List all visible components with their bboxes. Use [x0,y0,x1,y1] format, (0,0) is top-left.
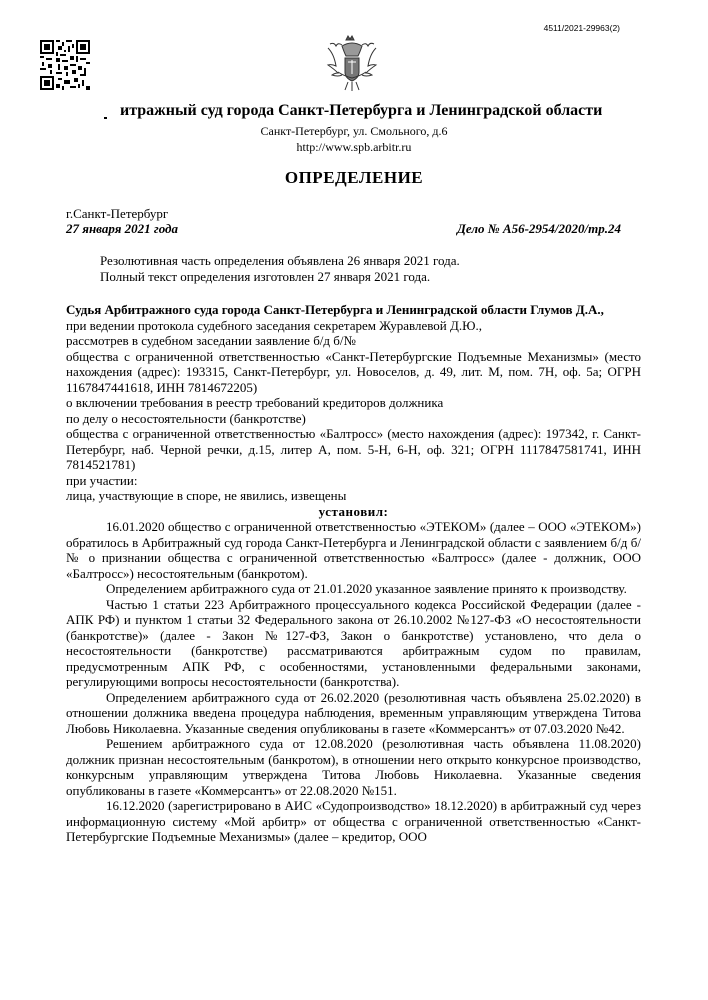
qr-code-icon [40,40,90,90]
court-website: http://www.spb.arbitr.ru [296,140,412,154]
intro-line: при ведении протокола судебного заседания секретарем Журавлевой Д.Ю., [66,317,482,333]
coat-of-arms-icon [324,34,380,94]
document-title: ОПРЕДЕЛЕНИЕ [284,168,424,187]
document-date: 27 января 2021 года [66,221,178,236]
intro-line: по делу о несостоятельности (банкротстве) [66,410,306,426]
intro-line: при участии: [66,472,138,488]
paragraph: 16.12.2020 (зарегистрировано в АИС «Судопроизводство» 18.12.2020) в арбитражный суд через информационную систему «Мой арбитр» от общества с ограниченной ответственностью «Санкт-Петербургские Подъемные Механизмы» (далее – кредитор, ООО [66,798,641,844]
paragraph: Определением арбитражного суда от 26.02.2020 (резолютивная часть объявлена 25.02.2020) в отношении должника введена процедура наблюдения, временным управляющим утверждена Титова Любовь Николаевна. Указанные сведения опубликованы в газете «Коммерсантъ» от 07.03.2020 №42. [66,689,641,736]
established-heading: установил: [318,503,389,519]
intro-line: лица, участвующие в споре, не явились, извещены [66,488,347,503]
judge-line: Судья Арбитражного суда города Санкт-Петербурга и Ленинградской области Глумов Д.А., [66,302,604,317]
intro-line: общества с ограниченной ответственностью «Санкт-Петербургские Подъемные Механизмы» (место нахождения (адрес): 193315, Санкт-Петербург, ул. Новоселов, д. 49, лит. М, пом. 7Н, оф. 5а; ОГРН 1167847441618, ИНН 7814672205) [66,348,641,395]
resolution-announced: Резолютивная часть определения объявлена 26 января 2021 года. [100,253,460,268]
paragraph: Частью 1 статьи 223 Арбитражного процессуального кодекса Российской Федерации (далее - АПК РФ) и пунктом 1 статьи 32 Федерального закона от 26.10.2002 №127-ФЗ «О несостоятельности (банкротстве)» (далее - Закон №127-ФЗ, Закон о банкротстве) установлено, что дела о несостоятельности (банкротстве) рассматриваются арбитражным судом по правилам, предусмотренным АПК РФ, с особенностями, установленными федеральными законами, регулирующими вопросы несостоятельности (банкротства). [66,596,641,689]
intro-line: рассмотрев в судебном заседании заявление б/д б/№ [66,333,356,348]
paragraph: 16.01.2020 общество с ограниченной ответственностью «ЭТЕКОМ» (далее – ООО «ЭТЕКОМ») обратилось в Арбитражный суд города Санкт-Петербурга и Ленинградской области с заявлением б/д б/№ о признании общества с ограниченной ответственностью «Балтросс» (далее - должник, ООО «Балтросс») несостоятельным (банкротом). [66,519,641,581]
court-name: итражный суд города Санкт-Петербурга и Ленинградской области [120,102,603,119]
paragraph: Решением арбитражного суда от 12.08.2020 (резолютивная часть объявлена 11.08.2020) должник признан несостоятельным (банкротом), в отношении него открыто конкурсное производство, конкурсным управляющим утверждена Титова Любовь Николаевна. Указанные сведения опубликованы в газете «Коммерсантъ» от 22.08.2020 №151. [66,736,641,798]
document-body [66,302,641,845]
intro-line: общества с ограниченной ответственностью «Балтросс» (место нахождения (адрес): 197342, г. Санкт-Петербург, наб. Черной речки, д.15, литер А, пом. 5-Н, 6-Н, оф. 321; ОГРН 1117847581741, ИНН 7814521781) [66,426,641,472]
court-address: Санкт-Петербург, ул. Смольного, д.6 [260,124,448,138]
city: г.Санкт-Петербург [66,206,169,221]
full-text-made: Полный текст определения изготовлен 27 января 2021 года. [100,269,431,284]
document-number: 4511/2021-29963(2) [543,23,620,33]
intro-line: о включении требования в реестр требований кредиторов должника [66,395,444,410]
decoration-mark [104,117,107,119]
case-number: Дело № А56-2954/2020/тр.24 [457,221,621,236]
paragraph: Определением арбитражного суда от 21.01.2020 указанное заявление принято к производству. [106,581,627,596]
